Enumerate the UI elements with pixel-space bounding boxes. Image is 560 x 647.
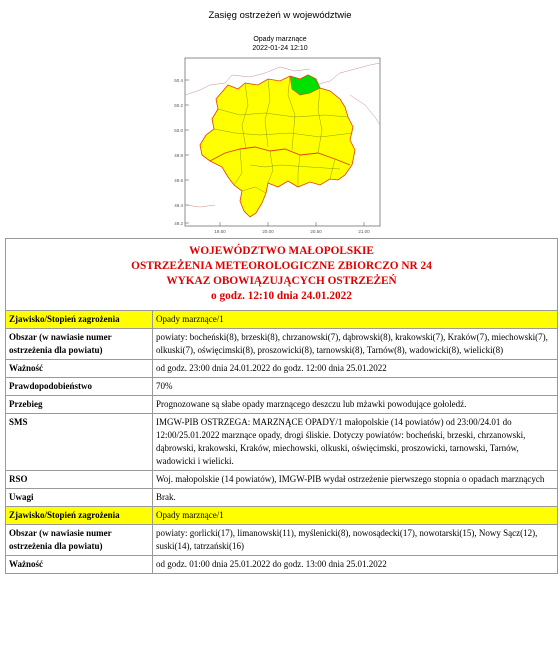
map-title-phenomenon: Opady marznące xyxy=(253,36,307,43)
x-tick-label: 20.00 xyxy=(262,229,274,234)
table-row xyxy=(6,489,558,507)
table-row xyxy=(6,311,558,329)
table-row xyxy=(6,360,558,378)
y-tick-label: 49.2 xyxy=(174,221,183,226)
area-label: Obszar (w nawiasie numer ostrzeżenia dla powiatu) xyxy=(6,525,153,556)
y-tick-label: 49.4 xyxy=(174,203,183,208)
rso-label: RSO xyxy=(6,471,153,489)
validity-label: Ważność xyxy=(6,556,153,574)
table-row xyxy=(6,471,558,489)
y-tick-label: 49.6 xyxy=(174,178,183,183)
area-value: powiaty: gorlicki(17), limanowski(11), myślenicki(8), nowosądecki(17), nowotarski(15), Nowy Sącz(12), suski(14), tatrzański(16) xyxy=(153,525,558,556)
header-report-number: OSTRZEŻENIA METEOROLOGICZNE ZBIORCZO NR 24 xyxy=(131,260,432,272)
phenomenon-value: Opady marznące/1 xyxy=(153,311,558,329)
y-tick-label: 50.0 xyxy=(174,128,183,133)
rso-value: Woj. małopolskie (14 powiatów), IMGW-PIB wydał ostrzeżenie pierwszego stopnia o opadach marznących xyxy=(153,471,558,489)
warning-map-svg xyxy=(170,55,385,237)
table-row xyxy=(6,556,558,574)
y-tick-label: 50.4 xyxy=(174,78,183,83)
area-value: powiaty: bocheński(8), brzeski(8), chrzanowski(7), dąbrowski(8), krakowski(7), Kraków(7), miechowski(7), olkuski(7), oświęcimski(8), proszowicki(8), tarnowski(8), Tarnów(8), wadowicki(8), wielicki(8) xyxy=(153,329,558,360)
page-title: Zasięg ostrzeżeń w województwie xyxy=(208,10,352,21)
header-datetime: o godz. 12:10 dnia 24.01.2022 xyxy=(211,290,352,302)
phenomenon-label: Zjawisko/Stopień zagrożenia xyxy=(6,311,153,329)
header-list-title: WYKAZ OBOWIĄZUJĄCYCH OSTRZEŻEŃ xyxy=(166,275,397,287)
area-label: Obszar (w nawiasie numer ostrzeżenia dla powiatu) xyxy=(6,329,153,360)
probability-value: 70% xyxy=(153,378,558,396)
sms-label: SMS xyxy=(6,414,153,471)
sms-value: IMGW-PIB OSTRZEGA: MARZNĄCE OPADY/1 małopolskie (14 powiatów) od 23:00/24.01 do 12:00/25.01.2022 marznące opady, drogi śliskie. Dotyczy powiatów: bocheński, brzeski, chrzanowski, dąbrowski, krakowski, Kraków, miechowski, olkuski, oświęcimski, proszowicki, tarnowski, Tarnów, wadowicki i wielicki. xyxy=(153,414,558,471)
y-tick-label: 49.8 xyxy=(174,153,183,158)
x-tick-label: 19.50 xyxy=(214,229,226,234)
notes-label: Uwagi xyxy=(6,489,153,507)
y-tick-label: 50.2 xyxy=(174,103,183,108)
course-label: Przebieg xyxy=(6,396,153,414)
table-row xyxy=(6,396,558,414)
table-row xyxy=(6,378,558,396)
course-value: Prognozowane są słabe opady marznącego deszczu lub mżawki powodujące gołoledź. xyxy=(153,396,558,414)
phenomenon-label: Zjawisko/Stopień zagrożenia xyxy=(6,507,153,525)
map-title xyxy=(0,35,560,53)
warning-map xyxy=(170,55,385,237)
probability-label: Prawdopodobieństwo xyxy=(6,378,153,396)
notes-value: Brak. xyxy=(153,489,558,507)
table-row xyxy=(6,414,558,471)
header-voivodeship: WOJEWÓDZTWO MAŁOPOLSKIE xyxy=(189,245,374,257)
validity-value: od godz. 01:00 dnia 25.01.2022 do godz. 13:00 dnia 25.01.2022 xyxy=(153,556,558,574)
table-row xyxy=(6,525,558,556)
x-tick-label: 20.50 xyxy=(310,229,322,234)
phenomenon-value: Opady marznące/1 xyxy=(153,507,558,525)
validity-value: od godz. 23:00 dnia 24.01.2022 do godz. 12:00 dnia 25.01.2022 xyxy=(153,360,558,378)
report-header xyxy=(6,239,558,311)
warnings-table xyxy=(5,238,558,574)
table-row xyxy=(6,329,558,360)
x-tick-label: 21.00 xyxy=(358,229,370,234)
map-title-datetime: 2022-01-24 12:10 xyxy=(252,45,308,52)
table-row xyxy=(6,507,558,525)
validity-label: Ważność xyxy=(6,360,153,378)
